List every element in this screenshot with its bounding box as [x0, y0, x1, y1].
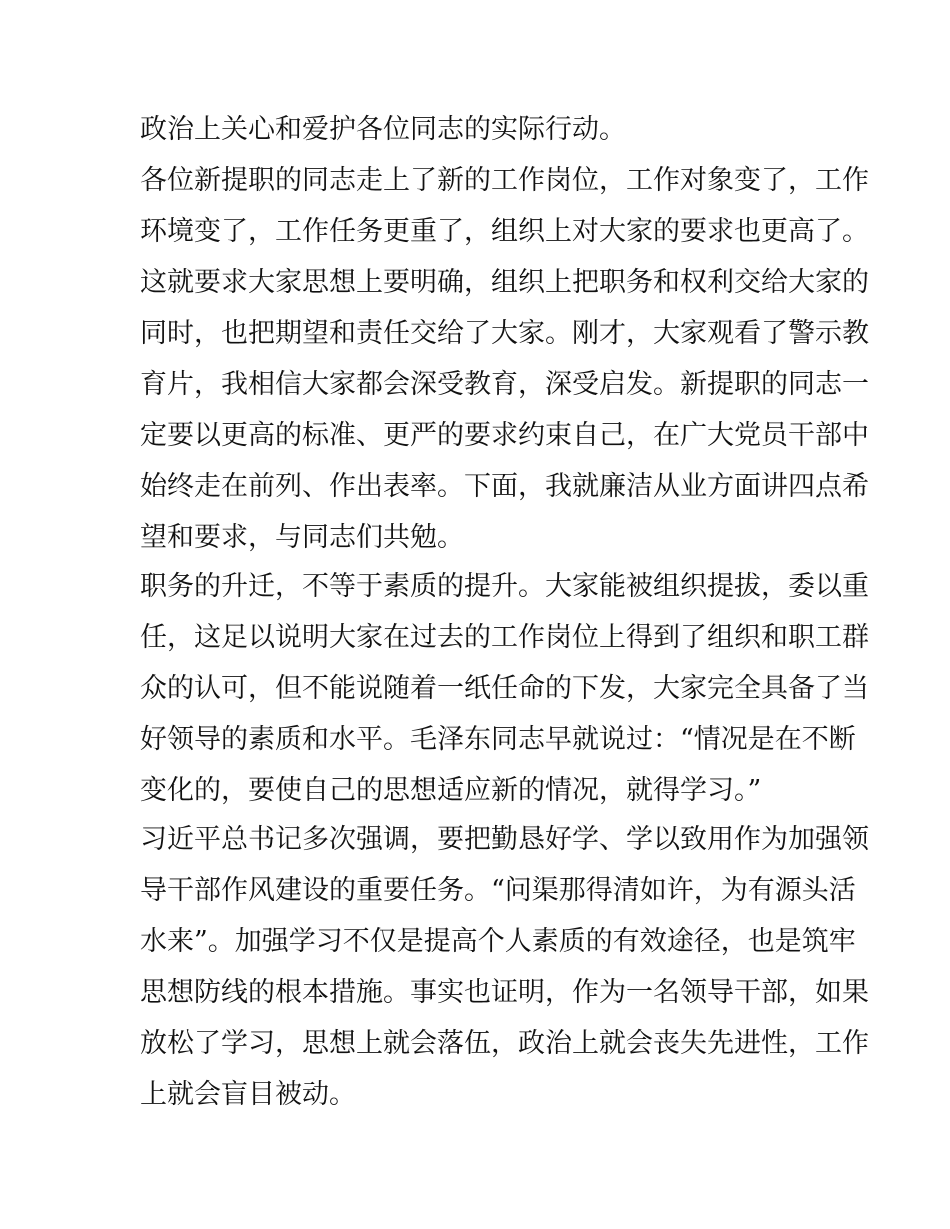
text-line: 任，这足以说明大家在过去的工作岗位上得到了组织和职工群 [140, 622, 869, 653]
text-line: 望和要求，与同志们共勉。 [140, 522, 464, 553]
text-line: 职务的升迁，不等于素质的提升。大家能被组织提拔，委以重 [140, 571, 869, 602]
text-line: 这就要求大家思想上要明确，组织上把职务和权利交给大家的 [140, 267, 869, 298]
text-line: 好领导的素质和水平。毛泽东同志早就说过：“情况是在不断 [140, 724, 856, 755]
text-line: 各位新提职的同志走上了新的工作岗位，工作对象变了，工作 [140, 165, 869, 196]
text-line: 育片，我相信大家都会深受教育，深受启发。新提职的同志一 [140, 369, 869, 400]
text-line: 定要以更高的标准、更严的要求约束自己，在广大党员干部中 [140, 420, 869, 451]
text-line: 水来”。加强学习不仅是提高个人素质的有效途径，也是筑牢 [140, 926, 856, 957]
text-line: 导干部作风建设的重要任务。“问渠那得清如许，为有源头活 [140, 875, 856, 906]
text-line: 放松了学习，思想上就会落伍，政治上就会丧失先进性，工作 [140, 1028, 869, 1059]
text-line: 环境变了，工作任务更重了，组织上对大家的要求也更高了。 [140, 216, 869, 247]
text-line: 上就会盲目被动。 [140, 1079, 356, 1110]
text-line: 政治上关心和爱护各位同志的实际行动。 [140, 114, 626, 145]
text-line: 变化的，要使自己的思想适应新的情况，就得学习。” [140, 775, 762, 806]
text-line: 习近平总书记多次强调，要把勤恳好学、学以致用作为加强领 [140, 824, 869, 855]
text-line: 始终走在前列、作出表率。下面，我就廉洁从业方面讲四点希 [140, 471, 869, 502]
text-line: 思想防线的根本措施。事实也证明，作为一名领导干部，如果 [140, 977, 869, 1008]
text-line: 众的认可，但不能说随着一纸任命的下发，大家完全具备了当 [140, 673, 869, 704]
text-line: 同时，也把期望和责任交给了大家。刚才，大家观看了警示教 [140, 318, 869, 349]
